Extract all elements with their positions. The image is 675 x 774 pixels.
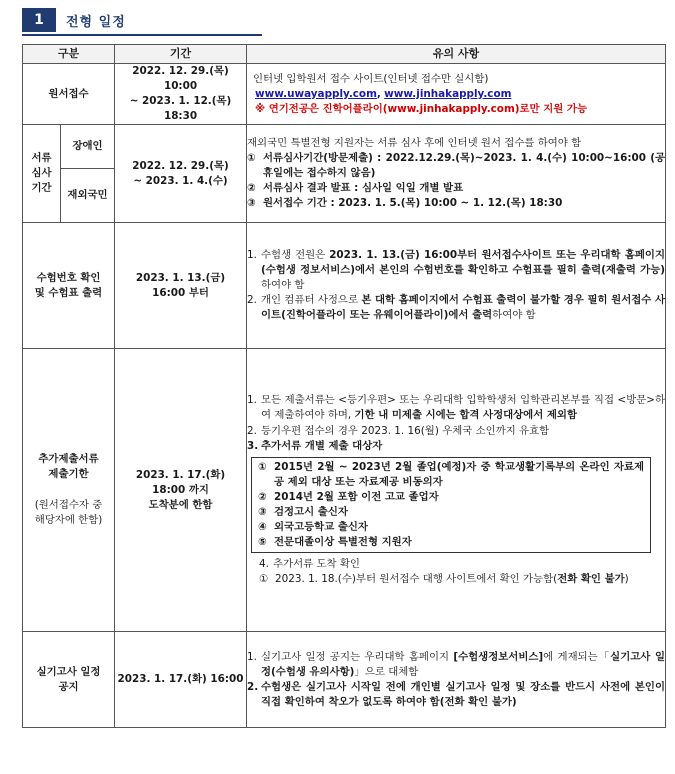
additional-docs-item-2 (247, 424, 665, 439)
exam-ticket-item-2 (247, 293, 665, 323)
practical-exam-label-line2: 공지 (58, 680, 79, 693)
practical-exam-item-1-text (261, 650, 665, 680)
additional-docs-item-3 (247, 439, 665, 454)
document-review-period-end: ~ 2023. 1. 4.(수) (133, 174, 228, 187)
header-notes: 유의 사항 (247, 45, 666, 64)
exam-ticket-item-2-text (261, 293, 665, 323)
document-review-label-line3: 기간 (31, 182, 52, 195)
application-notes (247, 64, 666, 125)
additional-docs-label-line1: 추가제출서류 (38, 453, 99, 466)
practical-exam-item-1 (247, 650, 665, 680)
eligible-targets-box (251, 457, 651, 553)
additional-docs-label-note-line1: (원서접수자 중 (34, 499, 103, 512)
additional-docs-item-2-mark: 2. (247, 424, 257, 437)
document-review-label (23, 125, 61, 223)
exam-ticket-item-1-a: 수험생 전원은 (261, 249, 330, 262)
practical-exam-item-1-mark: 1. (247, 650, 257, 663)
section-title: 전형 일정 (66, 14, 126, 30)
practical-exam-item-1-a: 실기고사 일정 공지는 우리대학 홈페이지 (261, 650, 454, 663)
application-period-start: 2022. 12. 29.(목) 10:00 (132, 65, 229, 93)
eligible-target-1-text: 2015년 2월 ~ 2023년 2월 졸업(예정)자 중 학교생활기록부의 온라인 자료제공 제외 대상 또는 자료제공 비동의자 (274, 460, 645, 488)
section-header (22, 6, 126, 34)
additional-docs-period-time: 18:00 까지 (152, 483, 209, 496)
eligible-target-1-mark: ① (258, 460, 267, 473)
schedule-table (22, 44, 666, 728)
document-review-item-3-mark: ③ (247, 197, 256, 210)
document-review-item-2 (247, 181, 665, 196)
practical-exam-item-1-e: 」으로 대체함 (354, 665, 419, 678)
exam-ticket-item-1-b: 2023. 1. 13.(금) 16:00부터 원서접수사이트 또는 우리대학 홈페이지(수험생 정보서비스)에서 본인의 수험번호를 확인하고 수험표를 필히 출력(재출력 가능) (261, 249, 666, 277)
document-review-period (115, 125, 247, 223)
document-review-item-3 (247, 196, 665, 211)
practical-exam-label-line1: 실기고사 일정 (36, 665, 101, 678)
practical-exam-item-1-d: 실기고사 일정(수험생 유의사항) (261, 650, 665, 678)
exam-ticket-item-1-c: 하여야 함 (261, 279, 305, 292)
additional-docs-item-1-mark: 1. (247, 394, 257, 407)
exam-ticket-label-line2: 및 수험표 출력 (34, 286, 103, 299)
document-review-item-3-text: 원서접수 기간 : 2023. 1. 5.(목) 10:00 ~ 1. 12.(목) 18:30 (263, 197, 563, 210)
eligible-target-4 (258, 520, 644, 535)
eligible-target-4-mark: ④ (258, 520, 267, 533)
exam-ticket-item-1 (247, 248, 665, 293)
additional-docs-label-note-line2: 해당자에 한함) (34, 514, 103, 527)
document-review-item-1-mark: ① (247, 152, 256, 165)
exam-ticket-period (115, 223, 247, 349)
document-review-label-line2: 심사 (31, 167, 52, 180)
eligible-target-3 (258, 505, 644, 520)
additional-docs-item-4-sub-b: 전화 확인 불가 (557, 573, 625, 586)
link-separator: , (376, 87, 381, 100)
uwayapply-link[interactable]: www.uwayapply.com (255, 87, 377, 100)
exam-ticket-label (23, 223, 115, 349)
document-review-overseas-label: 재외국민 (61, 169, 115, 223)
practical-exam-item-1-b: [수험생정보서비스] (453, 650, 544, 663)
document-review-intro: 재외국민 특별전형 지원자는 서류 심사 후에 인터넷 원서 접수를 하여야 함 (247, 137, 582, 150)
section-number-badge: 1 (22, 8, 56, 32)
application-label: 원서접수 (23, 64, 115, 125)
title-underline (22, 34, 262, 36)
document-review-item-1-text: 서류심사기간(방문제출) : 2022.12.29.(목)~2023. 1. 4.(수) 10:00~16:00 (공휴일에는 접수하지 않음) (263, 152, 666, 180)
practical-exam-label (23, 632, 115, 728)
additional-docs-item-1-b: 기한 내 미제출 시에는 합격 사정대상에서 제외함 (354, 409, 577, 422)
eligible-target-1 (258, 460, 644, 490)
additional-docs-label-line2: 제출기한 (48, 468, 89, 481)
eligible-target-5-mark: ⑤ (258, 536, 267, 549)
eligible-target-2-text: 2014년 2월 포함 이전 고교 졸업자 (274, 490, 439, 503)
application-period (115, 64, 247, 125)
eligible-target-5-text: 전문대졸이상 특별전형 지원자 (274, 536, 412, 549)
additional-docs-item-1 (247, 393, 665, 423)
additional-docs-item-4-sub-mark: ① (259, 573, 269, 586)
practical-exam-item-2 (247, 680, 665, 710)
document-review-label-line1: 서류 (31, 152, 52, 165)
exam-ticket-label-line1: 수험번호 확인 (36, 271, 101, 284)
jinhakapply-link[interactable]: www.jinhakapply.com (384, 87, 512, 100)
exam-ticket-period-date: 2023. 1. 13.(금) (135, 271, 226, 284)
document-review-disabled-label: 장애인 (61, 125, 115, 169)
row-exam-ticket (23, 223, 666, 349)
application-period-end: ~ 2023. 1. 12.(목) 18:30 (129, 95, 232, 123)
exam-ticket-period-time: 16:00 부터 (152, 286, 209, 299)
additional-docs-period-date: 2023. 1. 17.(화) (135, 468, 226, 481)
row-document-review-disabled (23, 125, 666, 169)
eligible-target-5 (258, 535, 644, 550)
additional-docs-item-4-text: 추가서류 도착 확인 (273, 558, 360, 571)
eligible-target-2-mark: ② (258, 490, 267, 503)
exam-ticket-item-2-b: 본 대학 홈페이지에서 수험표 출력이 불가할 경우 필히 원서접수 사이트(진학어플라이 또는 유웨이어플라이)에서 출력 (261, 294, 666, 322)
document-review-item-2-text: 서류심사 결과 발표 : 심사일 익일 개별 발표 (263, 182, 464, 195)
practical-exam-period: 2023. 1. 17.(화) 16:00 (115, 632, 247, 728)
eligible-target-2 (258, 490, 644, 505)
row-additional-docs (23, 349, 666, 632)
document-review-period-start: 2022. 12. 29.(목) (132, 159, 229, 172)
practical-exam-notes (247, 632, 666, 728)
practical-exam-item-1-c: 에 게재되는「 (543, 650, 611, 663)
exam-ticket-item-1-mark: 1. (247, 249, 257, 262)
exam-ticket-item-2-mark: 2. (247, 294, 257, 307)
additional-docs-item-1-text (261, 393, 665, 423)
header-row (23, 45, 666, 64)
eligible-target-3-text: 검정고시 출신자 (274, 505, 348, 518)
additional-docs-item-1-a: 모든 제출서류는 <등기우편> 또는 우리대학 입학학생처 입학관리본부를 직접 <방문>하여 제출하여야 하며, (261, 394, 666, 422)
exam-ticket-notes (247, 223, 666, 349)
eligible-target-3-mark: ③ (258, 505, 267, 518)
document-review-notes (247, 125, 666, 223)
additional-docs-item-4-sub-c: ) (624, 573, 629, 586)
additional-docs-item-4-sub (259, 572, 665, 587)
header-period: 기간 (115, 45, 247, 64)
additional-docs-item-4-sub-text (275, 572, 665, 587)
row-application (23, 64, 666, 125)
additional-docs-item-3-mark: 3. (247, 439, 259, 452)
exam-ticket-item-1-text (261, 248, 665, 293)
document-review-item-2-mark: ② (247, 182, 256, 195)
additional-docs-label (23, 349, 115, 632)
additional-docs-period (115, 349, 247, 632)
additional-docs-item-3-text: 추가서류 개별 제출 대상자 (261, 439, 383, 452)
header-category: 구분 (23, 45, 115, 64)
application-note-line1: 인터넷 입학원서 접수 사이트(인터넷 접수만 실시함) (253, 72, 489, 85)
additional-docs-item-4 (259, 557, 665, 572)
practical-exam-item-2-mark: 2. (247, 680, 259, 693)
additional-docs-item-4-sub-a: 2023. 1. 18.(수)부터 원서접수 대행 사이트에서 확인 가능함( (275, 573, 558, 586)
application-links (247, 87, 665, 102)
document-review-item-1 (247, 151, 665, 181)
eligible-target-4-text: 외국고등학교 출신자 (274, 520, 368, 533)
additional-docs-item-2-text: 등기우편 접수의 경우 2023. 1. 16(월) 우체국 소인까지 유효함 (261, 424, 550, 437)
exam-ticket-item-2-a: 개인 컴퓨터 사정으로 (261, 294, 362, 307)
exam-ticket-item-2-c: 하여야 함 (492, 309, 536, 322)
additional-docs-notes (247, 349, 666, 632)
practical-exam-item-2-text: 수험생은 실기고사 시작일 전에 개인별 실기고사 일정 및 장소를 반드시 사전에 본인이 직접 확인하여 착오가 없도록 하여야 함(전화 확인 불가) (261, 680, 666, 708)
additional-docs-period-note: 도착분에 한함 (148, 498, 213, 511)
additional-docs-item-4-mark: 4. (259, 558, 269, 571)
row-practical-exam (23, 632, 666, 728)
application-warning: ※ 연기전공은 진학어플라이(www.jinhakapply.com)로만 지원 가능 (255, 102, 587, 115)
